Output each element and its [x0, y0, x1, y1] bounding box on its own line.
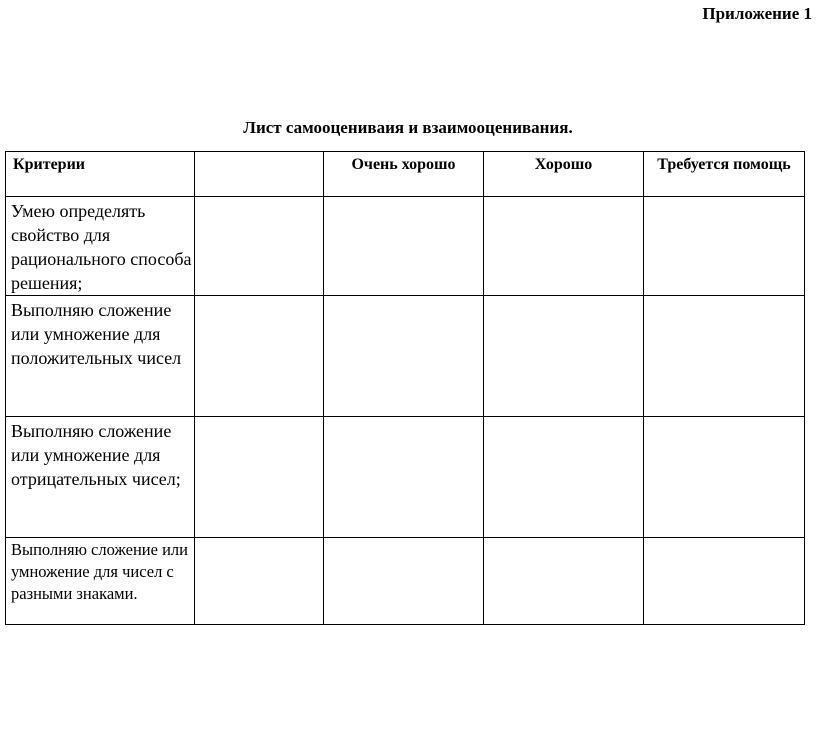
header-criteria: Критерии: [6, 152, 195, 197]
very-good-cell[interactable]: [324, 417, 484, 538]
blank-cell[interactable]: [195, 538, 324, 625]
table-row: [6, 417, 805, 538]
document-title: Лист самооцениваия и взаимооценивания.: [243, 118, 573, 137]
criteria-cell: Выполняю сложение или умножение для положительных чисел: [6, 296, 195, 417]
assessment-table: [5, 151, 805, 625]
table-row: [6, 538, 805, 625]
very-good-cell[interactable]: [324, 538, 484, 625]
help-needed-cell[interactable]: [644, 197, 805, 296]
help-needed-cell[interactable]: [644, 538, 805, 625]
criteria-cell: Выполняю сложение или умножение для отрицательных чисел;: [6, 417, 195, 538]
criteria-cell: Умею определять свойство для рационального способа решения;: [6, 197, 195, 296]
header-good: Хорошо: [484, 152, 644, 197]
appendix-label: Приложение 1: [702, 4, 812, 23]
help-needed-cell[interactable]: [644, 296, 805, 417]
good-cell[interactable]: [484, 417, 644, 538]
help-needed-cell[interactable]: [644, 417, 805, 538]
table-row: [6, 197, 805, 296]
blank-cell[interactable]: [195, 197, 324, 296]
good-cell[interactable]: [484, 197, 644, 296]
table-row: [6, 296, 805, 417]
criteria-cell: Выполняю сложение или умножение для чисел с разными знаками.: [6, 538, 195, 625]
very-good-cell[interactable]: [324, 197, 484, 296]
header-help-needed: Требуется помощь: [644, 152, 805, 197]
header-blank: [195, 152, 324, 197]
good-cell[interactable]: [484, 538, 644, 625]
blank-cell[interactable]: [195, 417, 324, 538]
good-cell[interactable]: [484, 296, 644, 417]
table-header-row: [6, 152, 805, 197]
very-good-cell[interactable]: [324, 296, 484, 417]
blank-cell[interactable]: [195, 296, 324, 417]
header-very-good: Очень хорошо: [324, 152, 484, 197]
